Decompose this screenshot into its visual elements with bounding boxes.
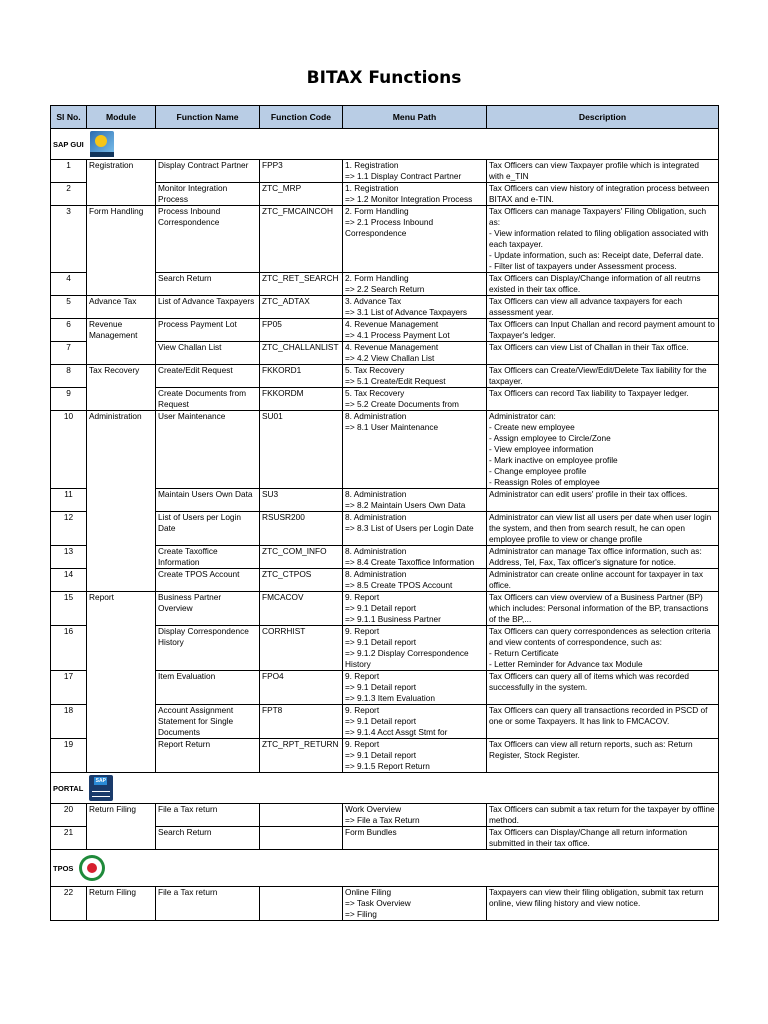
row-number: 9 <box>51 388 87 411</box>
row-description: Tax Officers can record Tax liability to Taxpayer ledger. <box>487 388 719 411</box>
row-number: 18 <box>51 705 87 739</box>
header-module: Module <box>87 106 156 129</box>
row-description: Taxpayers can view their filing obligation, submit tax return online, view filing history and view notice. <box>487 887 719 921</box>
row-module <box>87 546 156 569</box>
row-number: 21 <box>51 827 87 850</box>
row-number: 11 <box>51 489 87 512</box>
row-description: Tax Officers can view history of integration process between BITAX and e-TIN. <box>487 183 719 206</box>
row-function-code: ZTC_FMCAINCOH <box>260 206 343 273</box>
row-module <box>87 827 156 850</box>
table-row <box>51 183 719 206</box>
row-menu-path: 2. Form Handling => 2.2 Search Return <box>343 273 487 296</box>
sap-portal-logo: SAP <box>89 775 113 801</box>
document-title: BITAX Functions <box>306 68 462 88</box>
row-menu-path: 9. Report => 9.1 Detail report => 9.1.3 Item Evaluation <box>343 671 487 705</box>
row-function-code: FPP3 <box>260 160 343 183</box>
row-function-code: FPO4 <box>260 671 343 705</box>
row-description: Tax Officers can query correspondences as selection criteria and view contents of correspondence, such as: - Return Certificate - Letter Reminder for Advance tax Module <box>487 626 719 671</box>
row-menu-path: 9. Report => 9.1 Detail report => 9.1.4 Acct Assgt Stmt for <box>343 705 487 739</box>
header-menu-path: Menu Path <box>343 106 487 129</box>
row-function-code: ZTC_RET_SEARCH <box>260 273 343 296</box>
table-row <box>51 512 719 546</box>
row-number: 12 <box>51 512 87 546</box>
row-function-code <box>260 804 343 827</box>
row-function-code: FKKORDM <box>260 388 343 411</box>
row-function-code: ZTC_ADTAX <box>260 296 343 319</box>
row-module: Revenue Management <box>87 319 156 342</box>
table-row <box>51 273 719 296</box>
row-description: Tax Officers can Display/Change information of all reutrns existed in their tax office. <box>487 273 719 296</box>
row-function-code: FPT8 <box>260 705 343 739</box>
table-row <box>51 160 719 183</box>
row-function-name: Monitor Integration Process <box>156 183 260 206</box>
row-function-code <box>260 827 343 850</box>
row-description: Tax Officers can Display/Change all return information submitted in their tax office. <box>487 827 719 850</box>
row-function-name: Create TPOS Account <box>156 569 260 592</box>
row-description: Administrator can create online account for taxpayer in tax office. <box>487 569 719 592</box>
row-description: Administrator can view list all users per date when user login the system, and then from search result, he can open employee profile to view or change profile <box>487 512 719 546</box>
row-description: Tax Officers can view all return reports, such as: Return Register, Stock Register. <box>487 739 719 773</box>
row-menu-path: 8. Administration => 8.2 Maintain Users Own Data <box>343 489 487 512</box>
row-function-name: Search Return <box>156 273 260 296</box>
row-description: Tax Officers can view overview of a Business Partner (BP) which includes: Personal information of the BP, transactions of the BP,... <box>487 592 719 626</box>
row-function-name: Process Payment Lot <box>156 319 260 342</box>
row-number: 20 <box>51 804 87 827</box>
row-function-code: RSUSR200 <box>260 512 343 546</box>
row-function-name: File a Tax return <box>156 887 260 921</box>
row-menu-path: 8. Administration => 8.3 List of Users per Login Date <box>343 512 487 546</box>
row-description: Tax Officers can Input Challan and record payment amount to Taxpayer's ledger. <box>487 319 719 342</box>
row-module: Tax Recovery <box>87 365 156 388</box>
row-function-name: List of Advance Taxpayers <box>156 296 260 319</box>
section-label: SAP GUI <box>53 139 84 149</box>
sap-gui-logo <box>90 131 114 157</box>
row-function-code: ZTC_CTPOS <box>260 569 343 592</box>
row-function-name: Display Contract Partner <box>156 160 260 183</box>
table-row <box>51 592 719 626</box>
row-function-name: Create/Edit Request <box>156 365 260 388</box>
table-row <box>51 206 719 273</box>
section-label: PORTAL <box>53 783 84 793</box>
table-row <box>51 388 719 411</box>
row-menu-path: 4. Revenue Management => 4.1 Process Payment Lot <box>343 319 487 342</box>
row-number: 17 <box>51 671 87 705</box>
row-menu-path: 8. Administration => 8.5 Create TPOS Account <box>343 569 487 592</box>
functions-table <box>50 105 719 921</box>
row-function-name: List of Users per Login Date <box>156 512 260 546</box>
table-row <box>51 489 719 512</box>
row-menu-path: Online Filing => Task Overview => Filing <box>343 887 487 921</box>
row-module <box>87 626 156 671</box>
row-module <box>87 671 156 705</box>
row-function-code: ZTC_COM_INFO <box>260 546 343 569</box>
row-function-name: Create Taxoffice Information <box>156 546 260 569</box>
row-module <box>87 183 156 206</box>
row-function-name: Display Correspondence History <box>156 626 260 671</box>
section-row <box>51 129 719 160</box>
row-description: Administrator can manage Tax office information, such as: Address, Tel, Fax, Tax officer's signature for notice. <box>487 546 719 569</box>
row-description: Administrator can: - Create new employee - Assign employee to Circle/Zone - View employee information - Mark inactive on employee profile - Change employee profile - Reassign Roles of employee <box>487 411 719 489</box>
row-module: Report <box>87 592 156 626</box>
row-description: Tax Officers can query all transactions recorded in PSCD of one or some Taxpayers. It has link to FMCACOV. <box>487 705 719 739</box>
section-label: TPOS <box>53 863 74 873</box>
row-number: 14 <box>51 569 87 592</box>
table-row <box>51 671 719 705</box>
row-description: Tax Officers can view List of Challan in their Tax office. <box>487 342 719 365</box>
table-row <box>51 804 719 827</box>
row-function-name: Item Evaluation <box>156 671 260 705</box>
section-cell <box>51 129 719 160</box>
row-menu-path: 8. Administration => 8.4 Create Taxoffice Information <box>343 546 487 569</box>
section-row <box>51 773 719 804</box>
table-body <box>51 129 719 921</box>
tpos-emblem-logo <box>79 855 105 881</box>
section-cell <box>51 773 719 804</box>
row-function-name: Process Inbound Correspondence <box>156 206 260 273</box>
row-module <box>87 739 156 773</box>
row-menu-path: 2. Form Handling => 2.1 Process Inbound Correspondence <box>343 206 487 273</box>
table-row <box>51 827 719 850</box>
row-number: 2 <box>51 183 87 206</box>
row-number: 3 <box>51 206 87 273</box>
row-number: 5 <box>51 296 87 319</box>
row-function-code: FKKORD1 <box>260 365 343 388</box>
row-function-name: View Challan List <box>156 342 260 365</box>
table-row <box>51 626 719 671</box>
row-description: Tax Officers can submit a tax return for the taxpayer by offline method. <box>487 804 719 827</box>
row-function-code: SU3 <box>260 489 343 512</box>
row-menu-path: 5. Tax Recovery => 5.1 Create/Edit Request <box>343 365 487 388</box>
table-row <box>51 411 719 489</box>
row-function-name: Business Partner Overview <box>156 592 260 626</box>
row-module <box>87 512 156 546</box>
row-number: 8 <box>51 365 87 388</box>
row-menu-path: 9. Report => 9.1 Detail report => 9.1.1 Business Partner <box>343 592 487 626</box>
row-description: Tax Officers can Create/View/Edit/Delete Tax liability for the taxpayer. <box>487 365 719 388</box>
row-number: 15 <box>51 592 87 626</box>
table-row <box>51 319 719 342</box>
row-number: 19 <box>51 739 87 773</box>
row-number: 10 <box>51 411 87 489</box>
table-row <box>51 296 719 319</box>
row-function-code: CORRHIST <box>260 626 343 671</box>
row-function-code: ZTC_MRP <box>260 183 343 206</box>
row-menu-path: 1. Registration => 1.2 Monitor Integration Process <box>343 183 487 206</box>
row-menu-path: 3. Advance Tax => 3.1 List of Advance Taxpayers <box>343 296 487 319</box>
row-description: Tax Officers can view all advance taxpayers for each assessment year. <box>487 296 719 319</box>
row-module <box>87 342 156 365</box>
row-module <box>87 273 156 296</box>
row-description: Tax Officers can manage Taxpayers' Filing Obligation, such as: - View information related to filing obligation associated with each taxpayer. - Update information, such as: Receipt date, Deferral date. - Filter list of taxpayers under Assessment process. <box>487 206 719 273</box>
row-module: Return Filing <box>87 804 156 827</box>
row-module: Administration <box>87 411 156 489</box>
row-function-code: ZTC_RPT_RETURN <box>260 739 343 773</box>
row-module: Advance Tax <box>87 296 156 319</box>
row-description: Tax Officers can query all of items which was recorded successfully in the system. <box>487 671 719 705</box>
row-function-code: FP05 <box>260 319 343 342</box>
row-menu-path: Work Overview => File a Tax Return <box>343 804 487 827</box>
row-menu-path: 8. Administration => 8.1 User Maintenance <box>343 411 487 489</box>
row-function-name: User Maintenance <box>156 411 260 489</box>
row-module: Registration <box>87 160 156 183</box>
table-row <box>51 342 719 365</box>
row-description: Administrator can edit users' profile in their tax offices. <box>487 489 719 512</box>
row-function-name: Maintain Users Own Data <box>156 489 260 512</box>
row-number: 22 <box>51 887 87 921</box>
row-module <box>87 569 156 592</box>
table-header-row <box>51 106 719 129</box>
row-number: 16 <box>51 626 87 671</box>
header-description: Description <box>487 106 719 129</box>
table-row <box>51 546 719 569</box>
row-description: Tax Officers can view Taxpayer profile which is integrated with e_TIN <box>487 160 719 183</box>
row-function-name: Report Return <box>156 739 260 773</box>
row-number: 13 <box>51 546 87 569</box>
row-menu-path: 1. Registration => 1.1 Display Contract Partner <box>343 160 487 183</box>
row-number: 7 <box>51 342 87 365</box>
row-function-name: File a Tax return <box>156 804 260 827</box>
header-sl-no: Sl No. <box>51 106 87 129</box>
table-row <box>51 365 719 388</box>
row-function-code <box>260 887 343 921</box>
header-function-name: Function Name <box>156 106 260 129</box>
header-function-code: Function Code <box>260 106 343 129</box>
row-module <box>87 388 156 411</box>
section-cell <box>51 850 719 887</box>
row-module: Return Filing <box>87 887 156 921</box>
table-row <box>51 887 719 921</box>
table-row <box>51 705 719 739</box>
row-menu-path: Form Bundles <box>343 827 487 850</box>
row-function-code: FMCACOV <box>260 592 343 626</box>
row-menu-path: 4. Revenue Management => 4.2 View Challan List <box>343 342 487 365</box>
row-number: 1 <box>51 160 87 183</box>
table-row <box>51 569 719 592</box>
row-module <box>87 705 156 739</box>
row-function-code: ZTC_CHALLANLIST <box>260 342 343 365</box>
row-number: 6 <box>51 319 87 342</box>
table-row <box>51 739 719 773</box>
row-number: 4 <box>51 273 87 296</box>
row-function-name: Account Assignment Statement for Single Documents <box>156 705 260 739</box>
row-module <box>87 489 156 512</box>
row-function-code: SU01 <box>260 411 343 489</box>
row-function-name: Search Return <box>156 827 260 850</box>
row-module: Form Handling <box>87 206 156 273</box>
row-menu-path: 5. Tax Recovery => 5.2 Create Documents from <box>343 388 487 411</box>
row-function-name: Create Documents from Request <box>156 388 260 411</box>
row-menu-path: 9. Report => 9.1 Detail report => 9.1.5 Report Return <box>343 739 487 773</box>
row-menu-path: 9. Report => 9.1 Detail report => 9.1.2 Display Correspondence History <box>343 626 487 671</box>
section-row <box>51 850 719 887</box>
